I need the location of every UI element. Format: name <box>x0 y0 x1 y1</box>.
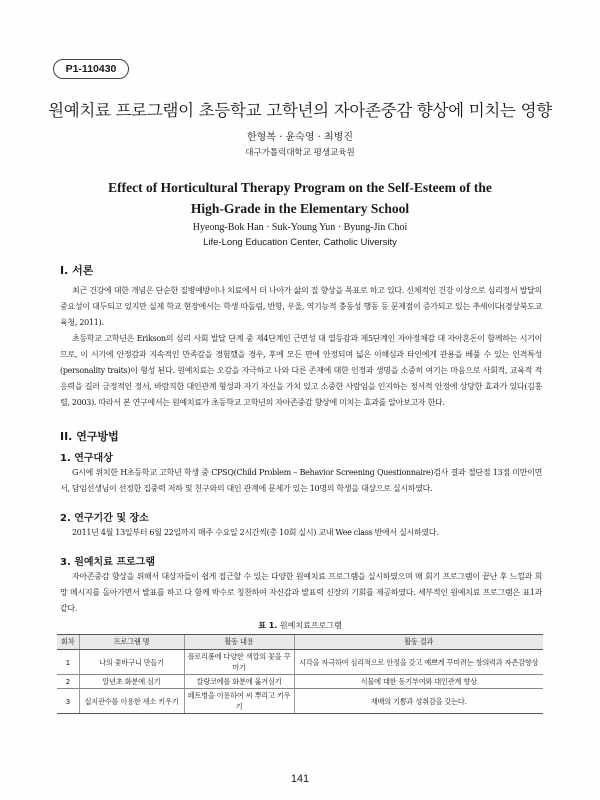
program-table <box>57 634 543 714</box>
table-cell: 3 <box>57 689 79 714</box>
subject-paragraph: G시에 위치한 H초등학교 고학년 학생 중 CPSQ(Child Problem – Behavior Screening Questionnaire)검사 결과 절단점 13점 미만이면서, 담임선생님이 선정한 집중력 저하 및 친구와의 대인 관계에 문제가 있는 10명의 학생을 대상으로 실시하였다. <box>60 468 542 493</box>
table-header-cell: 회차 <box>57 635 79 650</box>
table-cell: 식물에 대한 동기부여와 대인관계 향상 <box>294 675 543 689</box>
table-cell: 시각을 자극하여 심리적으로 안정을 갖고 예쁘게 꾸미려는 창의력과 자존감향상 <box>294 650 543 675</box>
table-cell: 칼랑코에를 화분에 옮겨심기 <box>184 675 294 689</box>
table-cell: 플로리폼에 다양한 색깔의 꽃을 꾸미기 <box>184 650 294 675</box>
table-row <box>57 675 543 689</box>
page-number: 141 <box>290 773 310 785</box>
period-paragraph: 2011년 4월 13일부터 6월 22일까지 매주 수요일 2시간씩(총 10회 실시) 교내 Wee class 반에서 실시하였다. <box>72 528 439 537</box>
table-caption-label: 표 1. <box>258 621 278 630</box>
table-caption <box>0 620 600 631</box>
period-heading: 2. 연구기간 및 장소 <box>60 513 149 524</box>
table-row <box>57 689 543 714</box>
subject-heading: 1. 연구대상 <box>60 453 113 464</box>
methods-heading: II. 연구방법 <box>60 430 119 443</box>
table-cell: 페트병을 이용하여 씨 뿌리고 키우기 <box>184 689 294 714</box>
korean-affiliation: 대구가톨릭대학교 평생교육원 <box>245 148 355 158</box>
english-affiliation: Life-Long Education Center, Catholic Uiversity <box>203 237 397 248</box>
table-cell: 십지관수를 이용한 새소 키우기 <box>79 689 184 714</box>
table-caption-text: 원예치료프로그램 <box>279 621 342 630</box>
table-header-cell: 활동 결과 <box>294 635 543 650</box>
english-authors: Hyeong-Bok Han · Suk-Young Yun · Byung-Jin Choi <box>192 222 408 233</box>
table-header-cell: 활동 내용 <box>184 635 294 650</box>
table-header-cell: 프로그램 명 <box>79 635 184 650</box>
table-row <box>57 650 543 675</box>
paper-id-badge: P1-110430 <box>53 59 129 79</box>
english-title-line-2: High-Grade in the Elementary School <box>190 201 410 216</box>
korean-authors: 한형복 · 윤숙영 · 최병진 <box>246 132 353 143</box>
korean-title: 원예치료 프로그램이 초등학교 고학년의 자아존중감 향상에 미치는 영향 <box>48 101 552 120</box>
intro-paragraph-2: 초등학교 고학년은 Erikson의 심리 사회 발달 단계 중 제4단계인 근면성 대 열등감과 제5단계인 자아정체감 대 자아혼돈이 함께하는 시기이므로, 이 시기에 안정감과 지속적인 만족감을 경험했을 경우, 후에 모든 면에 안정되며 넓은 이해심과 타인에게 관용을 베풀 수 있는 인격특성(personality traits)이 형성 된다. 원예치료는 오감을 자극하고 나와 다른 존재에 대한 인정과 생명을 소중히 여기는 마음으로 사회적, 교육적 적응력을 길러 긍정적인 정서, 바람직한 대인관계 형성과 자기 자신을 가치 있고 소중한 사람임을 인지하는 정서적 안정에 상당한 효과가 있다(김홍렬, 2003). 따라서 본 연구에서는 원예치료가 초등학교 고학년의 자아존중감 향상에 미치는 효과를 알아보고자 한다. <box>60 334 542 407</box>
program-paragraph: 자아존중감 향상을 위해서 대상자들이 쉽게 접근할 수 있는 다양한 원예치료 프로그램을 실시하였으며 매 회기 프로그램이 끝난 후 느낌과 희망 메시지를 돌아가면서 발표를 하고 다 함께 박수로 칭찬하여 자신감과 발표력 신장의 기회를 제공하였다. 세부적인 원예치료 프로그램은 표1과 같다. <box>60 572 542 613</box>
table-cell: 나의 꽃바구니 만들기 <box>79 650 184 675</box>
table-cell: 2 <box>57 675 79 689</box>
english-title <box>0 177 600 219</box>
intro-heading: I. 서론 <box>60 264 94 277</box>
table-header-row <box>57 635 543 650</box>
program-heading: 3. 원예치료 프로그램 <box>60 557 155 568</box>
table-cell: 알년초 화분에 심기 <box>79 675 184 689</box>
table-cell: 1 <box>57 650 79 675</box>
intro-paragraph-1: 최근 건강에 대한 개념은 단순한 질병예방이나 치료에서 더 나아가 삶의 질 향상을 목표로 하고 있다. 신체적인 건강 이상으로 심리정서 발달의 중요성이 대두되고 있지만 실제 학교 현장에서는 학생 따돌림, 반항, 우울, 역기능적 충동성 행동 등 문제점이 증가되고 있는 추세이다(경상북도교육청, 2011). <box>60 286 542 327</box>
table-cell: 재배의 기쁨과 성취감을 갖는다. <box>294 689 543 714</box>
english-title-line-1: Effect of Horticultural Therapy Program on the Self-Esteem of the <box>108 180 492 195</box>
